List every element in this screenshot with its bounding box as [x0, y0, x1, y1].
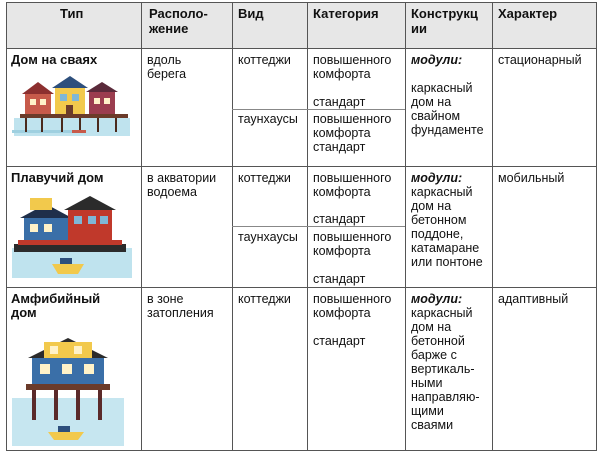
row-category: повышенного комфорта стандарт: [313, 112, 392, 154]
row-construction: каркасный дом на бетонном поддоне, катамаране или понтоне: [411, 185, 483, 269]
grid-line: [405, 2, 406, 450]
grid-line: [6, 450, 597, 451]
grid-line: [6, 48, 597, 49]
row-category: повышенного комфорта: [313, 171, 392, 199]
construction-lead: модули:: [411, 292, 463, 306]
construction-lead: модули:: [411, 53, 463, 67]
row-category: стандарт: [313, 95, 366, 109]
row-location: в акватории водоема: [147, 171, 217, 199]
grid-line: [141, 2, 142, 450]
row-kind: коттеджи: [238, 292, 291, 306]
header-location: Располо- жение: [149, 6, 208, 36]
row-category: стандарт: [313, 334, 366, 348]
header-category: Категория: [313, 6, 379, 21]
row-type: Плавучий дом: [11, 170, 104, 185]
header-character: Характер: [498, 6, 558, 21]
grid-line: [492, 2, 493, 450]
grid-line: [6, 2, 597, 3]
row-construction: каркасный дом на бетонной барже с вертикаль- ными направляю- щими сваями: [411, 306, 480, 432]
amphibious-house-icon: [12, 330, 124, 446]
header-construction: Конструкц ии: [411, 6, 478, 36]
construction-lead: модули:: [411, 171, 463, 185]
row-category: повышенного комфорта: [313, 53, 392, 81]
grid-line: [596, 2, 597, 450]
row-construction: каркасный дом на свайном фундаменте: [411, 81, 484, 137]
grid-line: [6, 2, 7, 450]
row-kind: таунхаусы: [238, 230, 298, 244]
header-kind: Вид: [238, 6, 264, 21]
stilt-house-icon: [12, 72, 132, 138]
grid-line: [232, 226, 405, 227]
row-type: Амфибийный дом: [11, 291, 101, 320]
grid-line: [232, 109, 405, 110]
row-category: стандарт: [313, 212, 366, 226]
row-character: стационарный: [498, 53, 582, 67]
grid-line: [6, 166, 597, 167]
row-kind: коттеджи: [238, 171, 291, 185]
houseboat-icon: [12, 190, 132, 278]
row-location: в зоне затопления: [147, 292, 214, 320]
row-kind: таунхаусы: [238, 112, 298, 126]
row-character: адаптивный: [498, 292, 569, 306]
grid-line: [6, 287, 597, 288]
row-category: повышенного комфорта: [313, 230, 392, 258]
row-character: мобильный: [498, 171, 565, 185]
row-location: вдоль берега: [147, 53, 187, 81]
row-category: стандарт: [313, 272, 366, 286]
header-type: Тип: [60, 6, 84, 21]
row-category: повышенного комфорта: [313, 292, 392, 320]
row-type: Дом на сваях: [11, 52, 98, 67]
row-kind: коттеджи: [238, 53, 291, 67]
